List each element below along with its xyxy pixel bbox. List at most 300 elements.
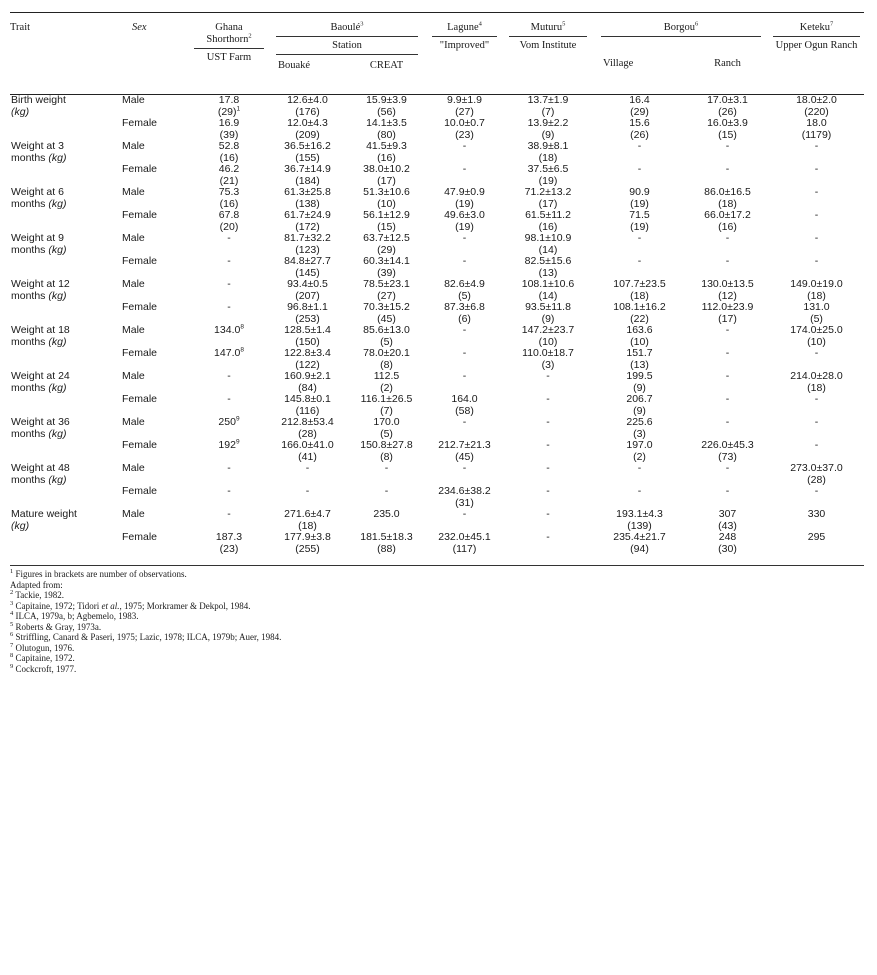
mean-value: 212.7±21.3 — [438, 439, 491, 451]
mean-value: 82.5±15.6 — [524, 255, 572, 267]
value-cell-lagune — [426, 371, 503, 394]
table-row-female — [10, 256, 864, 279]
obs-count: (9) — [541, 128, 555, 141]
trait-unit: (kg) — [48, 243, 67, 256]
trait-label-line2: months — [11, 381, 46, 394]
value-cell-borgou-ranch — [686, 371, 769, 394]
obs-count: (155) — [295, 151, 320, 164]
obs-count: (23) — [219, 542, 239, 555]
trait-unit: (kg) — [11, 519, 30, 532]
obs-count: (16) — [718, 220, 737, 233]
mean-value: 197.0 — [626, 439, 653, 451]
mean-value: 15.9±3.9 — [366, 94, 407, 106]
mean-value: 90.9 — [629, 186, 650, 198]
trait-label: Weight at 9 — [11, 232, 64, 244]
baoule-header-sup: 3 — [360, 20, 364, 28]
mean-value: - — [462, 416, 467, 428]
footnote-marker: 8 — [240, 346, 244, 354]
obs-count: (94) — [630, 542, 649, 555]
mean-value: - — [725, 324, 730, 336]
borgou-ranch-header: Ranch — [714, 58, 741, 69]
mean-value: - — [546, 531, 550, 543]
obs-count: (116) — [295, 404, 320, 417]
mean-value: 108.1±16.2 — [613, 301, 666, 313]
mean-value: - — [384, 462, 389, 474]
mean-value: - — [725, 255, 730, 267]
mean-value: 199.5 — [626, 370, 653, 382]
value-cell-lagune — [426, 509, 503, 532]
sex-female: Female — [122, 531, 158, 543]
obs-count: (5) — [458, 289, 471, 302]
obs-count: (22) — [630, 312, 649, 325]
obs-count: (58) — [455, 404, 474, 417]
table-row-male — [10, 371, 864, 394]
mean-value: - — [814, 186, 819, 198]
value-cell-keteku — [769, 233, 864, 256]
mean-value: 14.1±3.5 — [366, 117, 407, 129]
value-cell-muturu — [503, 325, 593, 348]
ghana-header-sup: 2 — [248, 32, 252, 40]
value-cell-lagune — [426, 417, 503, 440]
value-cell-borgou-ranch — [686, 118, 769, 141]
mean-value: - — [546, 416, 550, 428]
table-header — [10, 13, 864, 95]
value-cell-ghana — [190, 95, 268, 119]
footnotes — [10, 569, 864, 674]
table-body — [10, 95, 864, 566]
keteku-header — [769, 13, 864, 73]
table-row-female — [10, 164, 864, 187]
value-cell-ghana — [190, 509, 268, 532]
value-cell-baoule-bouake — [268, 302, 347, 325]
obs-count: (15) — [718, 128, 737, 141]
footnote-9-marker: 9 — [10, 662, 14, 670]
value-cell-borgou-ranch — [686, 463, 769, 486]
mean-value: 145.8±0.1 — [284, 393, 331, 405]
obs-count: (19) — [455, 220, 474, 233]
value-cell-keteku — [769, 417, 864, 440]
value-cell-keteku — [769, 440, 864, 463]
obs-count: (5) — [810, 312, 823, 325]
trait-label-line2: months — [11, 197, 46, 210]
value-cell-baoule-creat — [347, 532, 426, 555]
sex-male: Male — [122, 94, 145, 106]
trait-cell — [10, 463, 118, 486]
value-cell-keteku — [769, 302, 864, 325]
obs-count: (5) — [380, 335, 393, 348]
value-cell-muturu — [503, 417, 593, 440]
baoule-station-header: Station — [276, 37, 418, 55]
mean-value: 93.4±0.5 — [287, 278, 328, 290]
obs-count: (19) — [455, 197, 474, 210]
ghana-sub-header: UST Farm — [206, 52, 252, 63]
mean-value: - — [814, 232, 819, 244]
mean-value: - — [814, 255, 819, 267]
mean-value: - — [725, 462, 730, 474]
value-cell-baoule-creat — [347, 95, 426, 119]
obs-count: (18) — [718, 197, 737, 210]
value-cell-borgou-village — [593, 141, 686, 164]
mean-value: - — [814, 416, 819, 428]
value-cell-borgou-ranch — [686, 509, 769, 532]
value-cell-baoule-bouake — [268, 463, 347, 486]
value-cell-baoule-bouake — [268, 440, 347, 463]
trait-label-line2: months — [11, 243, 46, 256]
sex-female: Female — [122, 301, 158, 313]
obs-count: (39) — [377, 266, 396, 279]
mean-value: 234.6±38.2 — [438, 485, 491, 497]
mean-value: - — [637, 462, 642, 474]
mean-value: 273.0±37.0 — [790, 462, 843, 474]
mean-value: 78.5±23.1 — [363, 278, 410, 290]
value-cell-ghana — [190, 118, 268, 141]
value-cell-baoule-bouake — [268, 118, 347, 141]
obs-count: (19) — [630, 220, 649, 233]
obs-count: (16) — [377, 151, 396, 164]
obs-count: (172) — [295, 220, 320, 233]
value-cell-lagune — [426, 187, 503, 210]
footnote-9 — [10, 664, 864, 675]
value-cell-baoule-creat — [347, 210, 426, 233]
mean-value: 84.8±27.7 — [284, 255, 331, 267]
document — [10, 12, 864, 674]
value-cell-borgou-ranch — [686, 233, 769, 256]
mean-value: 85.6±13.0 — [363, 324, 410, 336]
table-row-female — [10, 210, 864, 233]
mean-value: 13.7±1.9 — [527, 94, 569, 106]
obs-count: (18) — [538, 151, 558, 164]
muturu-header — [503, 13, 593, 73]
sex-female: Female — [122, 485, 158, 497]
obs-count: (21) — [219, 174, 239, 187]
mean-value: 81.7±32.2 — [284, 232, 331, 244]
sex-male: Male — [122, 416, 145, 428]
mean-value: 166.0±41.0 — [281, 439, 334, 451]
footnote-2-marker: 2 — [10, 589, 14, 596]
obs-count: (26) — [718, 105, 737, 118]
footnote-2-text: Tackie, 1982. — [15, 590, 64, 600]
value-cell-baoule-bouake — [268, 394, 347, 417]
value-cell-ghana — [190, 440, 268, 463]
mean-value: - — [305, 485, 310, 497]
sex-male: Male — [122, 508, 145, 520]
adapted-from: Adapted from: — [10, 579, 63, 590]
mean-value: - — [305, 462, 310, 474]
footnote-1-text: Figures in brackets are number of observations. — [15, 569, 187, 579]
trait-cell — [10, 210, 118, 233]
mean-value: - — [227, 462, 231, 474]
table-row-female — [10, 440, 864, 463]
footnote-8-marker: 8 — [10, 652, 14, 659]
sex-male: Male — [122, 232, 145, 244]
footnote-3-text-b: , 1975; Morkramer & Dekpol, 1984. — [119, 600, 251, 611]
obs-count: (45) — [377, 312, 396, 325]
value-cell-lagune — [426, 210, 503, 233]
mean-value: - — [725, 393, 730, 405]
mean-value: 271.6±4.7 — [284, 508, 331, 520]
mean-value: - — [725, 140, 730, 152]
mean-value: 87.3±6.8 — [444, 301, 485, 313]
obs-count: (145) — [295, 266, 320, 279]
table-row-female — [10, 532, 864, 555]
mean-value: 250 — [218, 416, 236, 428]
mean-value: 122.8±3.4 — [284, 347, 331, 359]
mean-value: 226.0±45.3 — [701, 439, 754, 451]
mean-value: 295 — [807, 531, 826, 543]
mean-value: - — [725, 232, 730, 244]
mean-value: 10.0±0.7 — [444, 117, 485, 129]
obs-count: (8) — [380, 450, 393, 463]
sex-female: Female — [122, 439, 158, 451]
mean-value: - — [725, 347, 730, 359]
value-cell-baoule-creat — [347, 440, 426, 463]
muturu-header-sup: 5 — [562, 20, 566, 28]
value-cell-ghana — [190, 371, 268, 394]
trait-cell — [10, 256, 118, 279]
mean-value: 112.0±23.9 — [701, 301, 754, 313]
mean-value: 330 — [807, 508, 826, 520]
obs-count: (18) — [807, 381, 826, 394]
mean-value: 147.2±23.7 — [521, 324, 575, 336]
value-cell-lagune — [426, 256, 503, 279]
trait-label: Weight at 24 — [11, 370, 70, 382]
footnote-marker: 9 — [235, 415, 240, 423]
trait-label-line2: months — [11, 335, 46, 348]
value-cell-borgou-village — [593, 417, 686, 440]
value-cell-ghana — [190, 233, 268, 256]
obs-count: (19) — [538, 174, 558, 187]
value-cell-baoule-creat — [347, 256, 426, 279]
mean-value: 177.9±3.8 — [284, 531, 331, 543]
obs-count: (1179) — [801, 128, 832, 141]
value-cell-baoule-bouake — [268, 371, 347, 394]
value-cell-keteku — [769, 486, 864, 509]
mean-value: 13.9±2.2 — [527, 117, 569, 129]
mean-value: - — [227, 370, 231, 382]
mean-value: 248 — [718, 531, 737, 543]
value-cell-borgou-ranch — [686, 302, 769, 325]
value-cell-borgou-village — [593, 302, 686, 325]
value-cell-borgou-ranch — [686, 164, 769, 187]
value-cell-baoule-creat — [347, 394, 426, 417]
value-cell-borgou-village — [593, 210, 686, 233]
value-cell-baoule-bouake — [268, 348, 347, 371]
trait-cell — [10, 440, 118, 463]
obs-count: (13) — [630, 358, 649, 371]
mean-value: - — [546, 370, 550, 382]
trait-label: Weight at 6 — [11, 186, 64, 198]
obs-count: (18) — [298, 519, 317, 532]
trait-unit: (kg) — [48, 473, 67, 486]
trait-cell — [10, 417, 118, 440]
trait-cell — [10, 532, 118, 555]
sex-female: Female — [122, 163, 158, 175]
footnote-5-marker: 5 — [10, 620, 14, 628]
borgou-header-name: Borgou — [663, 22, 696, 33]
value-cell-baoule-creat — [347, 463, 426, 486]
obs-count: (184) — [295, 174, 320, 187]
obs-count: (117) — [452, 542, 477, 555]
footnote-5-text: Roberts & Gray, 1973a. — [15, 621, 102, 632]
value-cell-borgou-village — [593, 509, 686, 532]
obs-count: (28) — [298, 427, 317, 440]
obs-count: (20) — [219, 220, 239, 233]
value-cell-keteku — [769, 164, 864, 187]
sex-female: Female — [122, 347, 158, 359]
footnote-6-text: Striffling, Canard & Paseri, 1975; Lazic, 1978; ILCA, 1979b; Auer, 1984. — [15, 632, 282, 642]
mean-value: - — [462, 163, 467, 175]
table-row-male — [10, 279, 864, 302]
mean-value: 41.5±9.3 — [366, 140, 407, 152]
obs-count: (122) — [295, 358, 320, 371]
value-cell-lagune — [426, 279, 503, 302]
mean-value: 181.5±18.3 — [360, 531, 413, 543]
trait-label: Weight at 48 — [11, 462, 70, 474]
trait-cell — [10, 509, 118, 532]
mean-value: 214.0±28.0 — [790, 370, 843, 382]
mean-value: - — [637, 255, 642, 267]
trait-unit: (kg) — [48, 151, 67, 164]
obs-count: (16) — [219, 197, 239, 210]
value-cell-muturu — [503, 302, 593, 325]
mean-value: - — [637, 140, 642, 152]
table-row-female — [10, 486, 864, 509]
value-cell-ghana — [190, 164, 268, 187]
trait-cell — [10, 118, 118, 141]
mean-value: - — [227, 255, 231, 267]
mean-value: 38.9±8.1 — [527, 140, 569, 152]
mean-value: 112.5 — [373, 370, 400, 382]
mean-value: 150.8±27.8 — [360, 439, 413, 451]
mean-value: - — [637, 163, 642, 175]
mean-value: - — [462, 508, 467, 520]
mean-value: 56.1±12.9 — [363, 209, 410, 221]
mean-value: 46.2 — [218, 163, 240, 175]
value-cell-ghana — [190, 256, 268, 279]
mean-value: 93.5±11.8 — [525, 301, 571, 313]
mean-value: 61.7±24.9 — [284, 209, 331, 221]
sex-female: Female — [122, 255, 158, 267]
mean-value: 192 — [218, 439, 236, 451]
value-cell-borgou-ranch — [686, 141, 769, 164]
obs-count: (150) — [295, 335, 320, 348]
mean-value: 78.0±20.1 — [363, 347, 410, 359]
obs-count: (23) — [455, 128, 474, 141]
value-cell-keteku — [769, 348, 864, 371]
obs-count: (207) — [295, 289, 320, 302]
mean-value: 66.0±17.2 — [704, 209, 751, 221]
mean-value: 151.7 — [626, 347, 653, 359]
mean-value: 160.9±2.1 — [284, 370, 331, 382]
value-cell-baoule-bouake — [268, 256, 347, 279]
value-cell-baoule-creat — [347, 348, 426, 371]
mean-value: - — [227, 485, 231, 497]
value-cell-borgou-village — [593, 532, 686, 555]
sex-female: Female — [122, 117, 158, 129]
mean-value: 38.0±10.2 — [363, 163, 410, 175]
value-cell-baoule-bouake — [268, 210, 347, 233]
value-cell-baoule-bouake — [268, 141, 347, 164]
mean-value: 61.5±11.2 — [525, 209, 571, 221]
value-cell-borgou-ranch — [686, 256, 769, 279]
trait-unit: (kg) — [48, 427, 67, 440]
mean-value: 17.8 — [218, 94, 240, 106]
mean-value: 110.0±18.7 — [522, 347, 574, 359]
obs-count: (255) — [295, 542, 320, 555]
value-cell-ghana — [190, 141, 268, 164]
value-cell-lagune — [426, 394, 503, 417]
keteku-sub-header: Upper Ogun Ranch — [775, 40, 858, 51]
footnote-3-marker: 3 — [10, 599, 14, 607]
obs-count: (6) — [458, 312, 471, 325]
value-cell-borgou-village — [593, 164, 686, 187]
trait-cell — [10, 486, 118, 509]
value-cell-baoule-creat — [347, 141, 426, 164]
value-cell-keteku — [769, 325, 864, 348]
borgou-header-sup: 6 — [695, 20, 699, 28]
obs-count: (10) — [630, 335, 649, 348]
value-cell-muturu — [503, 394, 593, 417]
mean-value: 107.7±23.5 — [613, 278, 666, 290]
trait-label-line2: months — [11, 151, 46, 164]
footnote-3 — [10, 601, 864, 612]
obs-count: (8) — [380, 358, 393, 371]
obs-count: (13) — [538, 266, 558, 279]
baoule-bouake-header: Bouaké — [278, 60, 311, 71]
sex-male: Male — [122, 186, 145, 198]
baoule-creat-header: CREAT — [369, 60, 404, 71]
mean-value: - — [725, 485, 730, 497]
table-row-female — [10, 118, 864, 141]
obs-count: (18) — [807, 289, 826, 302]
trait-cell — [10, 95, 118, 119]
mean-value: - — [546, 508, 550, 520]
trait-header: Trait — [10, 22, 31, 33]
table-row-female — [10, 348, 864, 371]
footnote-4-marker: 4 — [10, 610, 14, 617]
cattle-weight-table — [10, 12, 864, 566]
trait-label: Weight at 12 — [11, 278, 70, 290]
value-cell-muturu — [503, 440, 593, 463]
mean-value: 134.0 — [214, 324, 241, 336]
value-cell-borgou-ranch — [686, 279, 769, 302]
mean-value: - — [725, 416, 730, 428]
obs-count: (7) — [380, 404, 393, 417]
value-cell-muturu — [503, 256, 593, 279]
baoule-header — [268, 13, 426, 56]
mean-value: - — [462, 370, 467, 382]
mean-value: 108.1±10.6 — [521, 278, 575, 290]
mean-value: 67.8 — [218, 209, 240, 221]
obs-count: (16) — [538, 220, 558, 233]
mean-value: 16.0±3.9 — [707, 117, 748, 129]
value-cell-lagune — [426, 164, 503, 187]
trait-label: Weight at 18 — [11, 324, 70, 336]
obs-count: (26) — [630, 128, 649, 141]
value-cell-borgou-village — [593, 256, 686, 279]
mean-value: 164.0 — [451, 393, 478, 405]
mean-value: 235.4±21.7 — [613, 531, 666, 543]
borgou-village-header: Village — [603, 58, 634, 69]
obs-count: (30) — [718, 542, 737, 555]
trait-label: Mature weight — [11, 508, 77, 520]
value-cell-lagune — [426, 463, 503, 486]
mean-value: 82.6±4.9 — [444, 278, 485, 290]
mean-value: 232.0±45.1 — [438, 531, 491, 543]
value-cell-baoule-bouake — [268, 187, 347, 210]
value-cell-ghana — [190, 486, 268, 509]
value-cell-ghana — [190, 417, 268, 440]
